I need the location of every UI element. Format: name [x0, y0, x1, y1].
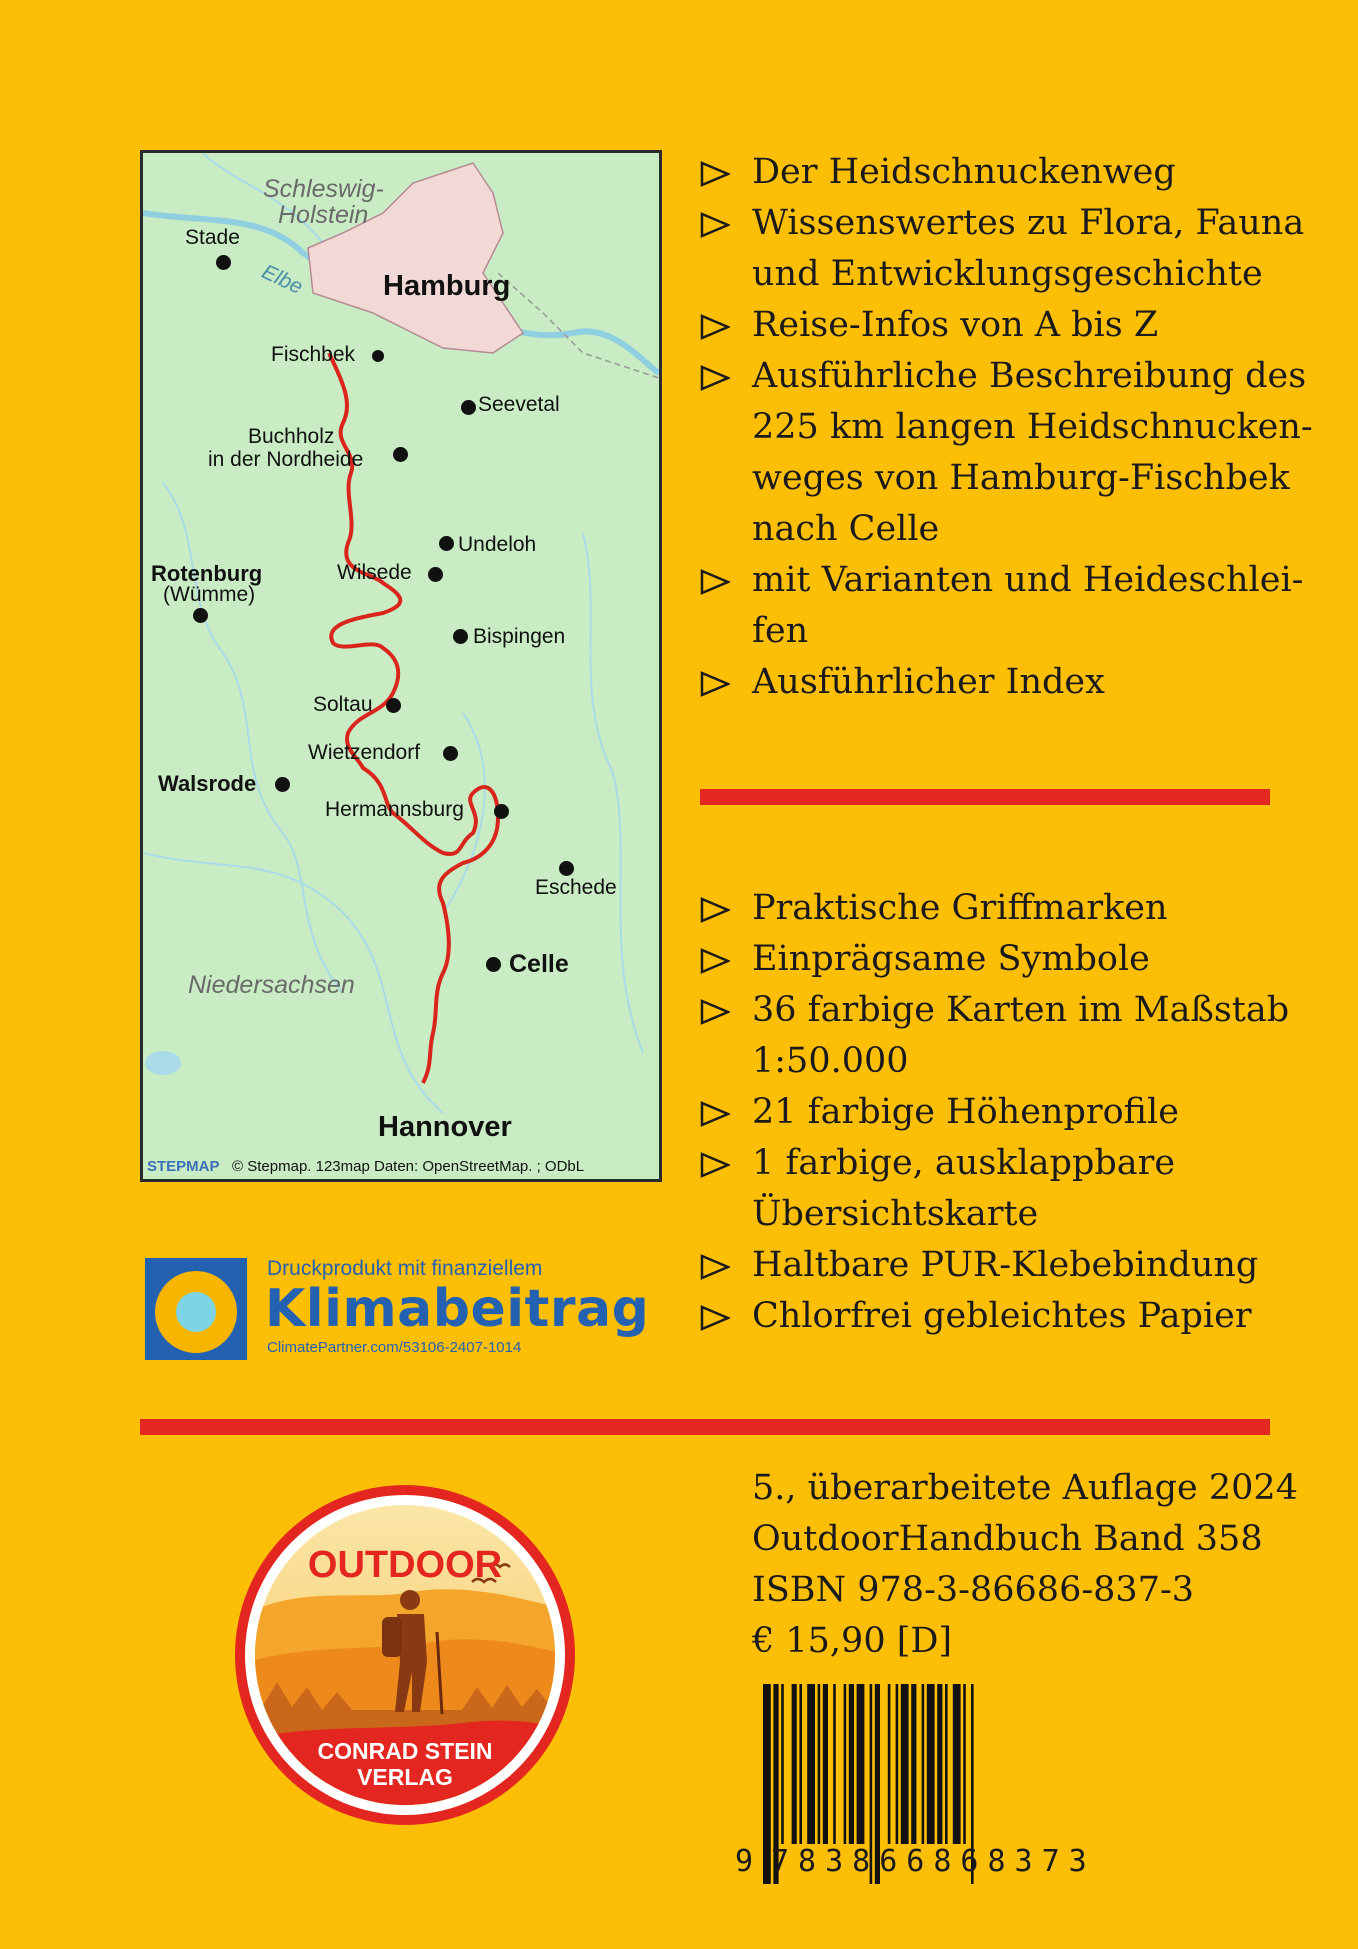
- feature-text: Praktische Griffmarken: [752, 888, 1168, 928]
- feature-text: Einprägsame Symbole: [752, 939, 1150, 979]
- city-dot-walsrode: [275, 777, 290, 792]
- feature-list-top: [700, 147, 1320, 708]
- logo-bottom-text-2: VERLAG: [357, 1764, 453, 1790]
- city-dot-bispingen: [453, 629, 468, 644]
- climate-url: ClimatePartner.com/53106-2407-1014: [267, 1339, 522, 1356]
- city-stade: Stade: [185, 226, 240, 249]
- feature-item: [700, 555, 1320, 657]
- divider-red-top: [700, 789, 1270, 805]
- feature-item: [700, 351, 1320, 555]
- map-graphic: [143, 153, 659, 1179]
- triangle-bullet-icon: [700, 1152, 730, 1178]
- feature-text: Ausführliche Beschreibung des 225 km langen Heidschnucken-weges von Hamburg-Fischbek nach Celle: [752, 356, 1313, 549]
- city-dot-soltau: [386, 698, 401, 713]
- feature-text: mit Varianten und Heideschlei-fen: [752, 560, 1304, 651]
- map-attribution: [147, 1158, 584, 1175]
- feature-text: Haltbare PUR-Klebebindung: [752, 1245, 1259, 1285]
- city-dot-eschede: [559, 861, 574, 876]
- triangle-bullet-icon: [700, 569, 730, 595]
- feature-text: 21 farbige Höhenprofile: [752, 1092, 1179, 1132]
- city-dot-wilsede: [428, 567, 443, 582]
- triangle-bullet-icon: [700, 897, 730, 923]
- feature-item: [700, 1087, 1320, 1138]
- feature-item: [700, 1138, 1320, 1240]
- city-dot-seevetal: [461, 400, 476, 415]
- feature-item: [700, 934, 1320, 985]
- city-dot-wietzendorf: [443, 746, 458, 761]
- isbn-barcode: [735, 1684, 1135, 1884]
- city-dot-hermannsburg: [494, 804, 509, 819]
- map-attribution-text: © Stepmap. 123map Daten: OpenStreetMap. ; ODbL: [232, 1158, 585, 1175]
- route-map: [140, 150, 662, 1182]
- series-text: OutdoorHandbuch Band 358: [752, 1519, 1263, 1559]
- isbn-text: ISBN 978-3-86686-837-3: [752, 1570, 1195, 1610]
- triangle-bullet-icon: [700, 212, 730, 238]
- feature-item: [700, 198, 1320, 300]
- feature-text: Reise-Infos von A bis Z: [752, 305, 1159, 345]
- feature-text: Chlorfrei gebleichtes Papier: [752, 1296, 1252, 1336]
- city-dot-buchholz: [393, 447, 408, 462]
- feature-item: [700, 985, 1320, 1087]
- stepmap-logo: STEPMAP: [147, 1158, 220, 1175]
- city-hermannsburg: Hermannsburg: [325, 798, 464, 821]
- logo-bottom-text-1: CONRAD STEIN: [317, 1738, 493, 1764]
- region-label-schleswig: Schleswig-: [263, 175, 384, 203]
- barcode-digits: 783866868373: [771, 1844, 1096, 1879]
- city-bispingen: Bispingen: [473, 625, 566, 648]
- feature-text: 36 farbige Karten im Maßstab 1:50.000: [752, 990, 1290, 1081]
- edition-text: 5., überarbeitete Auflage 2024: [752, 1468, 1298, 1508]
- river-label-elbe: Elbe: [258, 260, 307, 299]
- city-buchholz: Buchholz: [248, 425, 335, 448]
- climate-line-1: Druckprodukt mit finanziellem: [267, 1257, 543, 1280]
- city-dot-undeloh: [439, 536, 454, 551]
- feature-item: [700, 1240, 1320, 1291]
- logo-top-text: OUTDOOR: [307, 1544, 503, 1586]
- region-label-niedersachsen: Niedersachsen: [188, 971, 355, 999]
- city-soltau: Soltau: [313, 693, 373, 716]
- triangle-bullet-icon: [700, 671, 730, 697]
- climate-partner-badge: [145, 1255, 665, 1360]
- triangle-bullet-icon: [700, 999, 730, 1025]
- triangle-bullet-icon: [700, 1101, 730, 1127]
- feature-item: [700, 657, 1320, 708]
- outdoor-publisher-logo: [232, 1482, 578, 1828]
- feature-item: [700, 883, 1320, 934]
- barcode-first-digit: 9: [735, 1844, 763, 1879]
- city-hannover: Hannover: [378, 1111, 512, 1143]
- feature-item: [700, 147, 1320, 198]
- city-wietzendorf: Wietzendorf: [308, 741, 421, 764]
- triangle-bullet-icon: [700, 365, 730, 391]
- city-buchholz-sub: in der Nordheide: [208, 448, 364, 471]
- city-dot-fischbek: [372, 350, 384, 362]
- feature-text: Der Heidschnuckenweg: [752, 152, 1176, 192]
- city-dot-celle: [486, 957, 501, 972]
- triangle-bullet-icon: [700, 948, 730, 974]
- city-wilsede: Wilsede: [337, 561, 412, 584]
- city-rotenburg-sub: (Wümme): [163, 583, 256, 606]
- triangle-bullet-icon: [700, 1254, 730, 1280]
- feature-item: [700, 1291, 1320, 1342]
- triangle-bullet-icon: [700, 314, 730, 340]
- city-seevetal: Seevetal: [478, 393, 560, 416]
- triangle-bullet-icon: [700, 1305, 730, 1331]
- city-undeloh: Undeloh: [458, 533, 537, 556]
- feature-text: 1 farbige, ausklappbare Übersichtskarte: [752, 1143, 1176, 1234]
- city-dot-stade: [216, 255, 231, 270]
- city-rotenburg: Rotenburg: [151, 561, 263, 586]
- climate-title: Klimabeitrag: [265, 1279, 650, 1339]
- feature-text: Wissenswertes zu Flora, Fauna und Entwicklungsgeschichte: [752, 203, 1305, 294]
- feature-text: Ausführlicher Index: [752, 662, 1105, 702]
- city-eschede: Eschede: [535, 876, 617, 899]
- city-dot-rotenburg: [193, 608, 208, 623]
- book-info: [752, 1463, 1298, 1667]
- city-walsrode: Walsrode: [158, 771, 257, 796]
- climate-logo-icon: [145, 1258, 247, 1360]
- region-label-holstein: Holstein: [278, 201, 369, 229]
- feature-item: [700, 300, 1320, 351]
- city-fischbek: Fischbek: [271, 343, 356, 366]
- city-celle: Celle: [509, 950, 569, 978]
- price-text: € 15,90 [D]: [752, 1621, 953, 1661]
- divider-red-bottom: [140, 1419, 1270, 1435]
- feature-list-bottom: [700, 883, 1320, 1342]
- city-hamburg: Hamburg: [383, 270, 511, 302]
- triangle-bullet-icon: [700, 161, 730, 187]
